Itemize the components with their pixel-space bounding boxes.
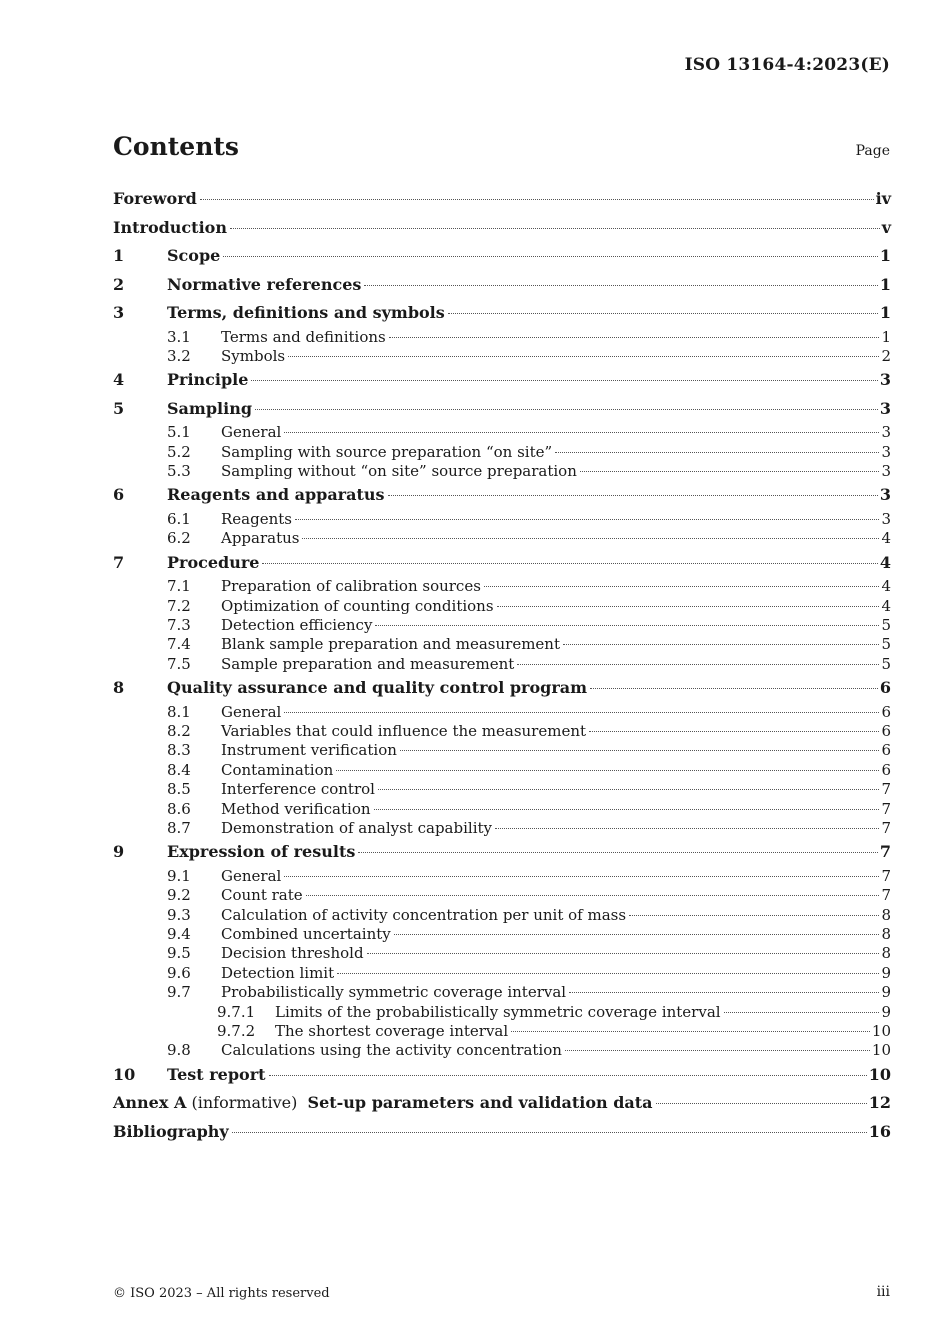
toc-entry[interactable]: [113, 616, 891, 635]
toc-entry-page: 3: [879, 398, 891, 418]
toc-entry-title: [221, 443, 552, 462]
toc-entry-page: 6: [881, 702, 891, 721]
dot-leader: [374, 809, 880, 810]
toc-entry-page: 9: [881, 1002, 891, 1021]
dot-leader: [251, 380, 877, 381]
toc-entry-title-text: Preparation of calibration sources: [221, 577, 481, 596]
toc-entry-number: 3: [113, 303, 125, 322]
toc-entry-page: 12: [868, 1093, 891, 1113]
toc-entry-title: [221, 328, 386, 347]
toc-entry[interactable]: [113, 1041, 891, 1060]
dot-leader: [629, 915, 879, 916]
dot-leader: [388, 495, 878, 496]
toc-entry-title-text: Probabilistically symmetric coverage interval: [221, 983, 567, 1002]
toc-entry-page: 7: [879, 842, 891, 862]
toc-entry-title-text: Symbols: [221, 346, 286, 365]
toc-entry[interactable]: [113, 886, 891, 905]
dot-leader: [284, 712, 879, 713]
toc-entry-number: 9.7.2: [217, 1022, 256, 1041]
toc-entry-number: 9.3: [167, 905, 191, 924]
page-column-label: Page: [855, 143, 890, 159]
dot-leader: [200, 199, 874, 200]
toc-entry-title: [221, 1041, 562, 1060]
toc-entry-number: 8.5: [167, 780, 191, 799]
toc-entry-number: 7: [113, 552, 125, 572]
toc-entry-page: 7: [881, 799, 891, 818]
toc-entry-number: 8.4: [167, 760, 191, 779]
dot-leader: [336, 770, 879, 771]
toc-entry-page: 1: [879, 246, 891, 265]
toc-entry-title: [221, 983, 566, 1002]
dot-leader: [269, 1075, 867, 1076]
toc-entry-page: 7: [881, 886, 891, 905]
toc-entry-number: 9.2: [167, 886, 191, 905]
toc-entry-title-text: Combined uncertainty: [221, 925, 391, 944]
dot-leader: [284, 432, 879, 433]
toc-entry-title-text: Limits of the probabilistically symmetric coverage interval: [275, 1002, 721, 1021]
toc-entry-number: 5.2: [167, 442, 191, 461]
toc-entry-title-text: Reagents: [221, 509, 292, 528]
toc-entry-title-rest: Set-up parameters and validation data: [307, 1093, 653, 1113]
toc-entry[interactable]: [113, 838, 891, 867]
footer-copyright: © ISO 2023 – All rights reserved: [113, 1286, 330, 1301]
toc-entry-title-text: Bibliography: [113, 1121, 229, 1141]
toc-entry[interactable]: [113, 481, 891, 510]
dot-leader: [306, 895, 880, 896]
toc-entry-page: 6: [879, 678, 891, 698]
toc-entry[interactable]: [113, 549, 891, 578]
toc-entry-title-text: Decision threshold: [221, 944, 364, 963]
toc-entry-title-text: Sampling: [167, 398, 253, 418]
toc-entry[interactable]: [113, 655, 891, 674]
toc-entry-title: [221, 655, 514, 674]
toc-entry-title: [221, 761, 333, 780]
dot-leader: [262, 563, 877, 564]
toc-entry-title: [221, 462, 577, 481]
toc-entry-number: 6: [113, 485, 125, 505]
dot-leader: [589, 731, 879, 732]
toc-entry-page: 5: [881, 635, 891, 654]
toc-entry-title: [113, 1089, 653, 1118]
dot-leader: [223, 256, 878, 257]
toc-entry[interactable]: [113, 443, 891, 462]
toc-entry-title-text: Blank sample preparation and measurement: [221, 635, 560, 654]
toc-entry-number: 6.1: [167, 509, 191, 528]
toc-entry-title-text: Test report: [167, 1064, 266, 1084]
toc-entry-number: 4: [113, 370, 125, 390]
dot-leader: [511, 1031, 870, 1032]
toc-entry-title-text: The shortest coverage interval: [275, 1022, 509, 1041]
dot-leader: [389, 337, 880, 338]
toc-entry[interactable]: [113, 964, 891, 983]
toc-entry-title: [167, 271, 361, 300]
toc-entry[interactable]: [113, 722, 891, 741]
toc-entry-page: v: [881, 217, 891, 237]
toc-entry-title: [221, 800, 371, 819]
toc-entry[interactable]: [113, 1061, 891, 1090]
toc-entry-title-text: Quality assurance and quality control program: [167, 678, 588, 698]
dot-leader: [656, 1103, 867, 1104]
toc-entry-title-text: Terms, definitions and symbols: [167, 303, 445, 322]
dot-leader: [230, 228, 880, 229]
toc-entry-page: 9: [881, 963, 891, 982]
toc-entry-title: [167, 838, 355, 867]
toc-entry[interactable]: [113, 944, 891, 963]
toc-entry[interactable]: [113, 761, 891, 780]
toc-entry-number: 7.4: [167, 635, 191, 654]
toc-entry-page: 3: [881, 423, 891, 442]
toc-entry-number: 7.5: [167, 654, 191, 673]
toc-entry-page: 3: [881, 462, 891, 481]
toc-entry-title-text: Terms and definitions: [221, 327, 386, 346]
dot-leader: [563, 644, 879, 645]
toc-entry-title-text: General: [221, 866, 282, 885]
toc-entry[interactable]: [113, 1003, 891, 1022]
toc-entry-title: [221, 925, 391, 944]
toc-entry-page: 10: [871, 1041, 891, 1060]
toc-entry-title: [221, 616, 372, 635]
toc-entry[interactable]: [113, 328, 891, 347]
dot-leader: [555, 452, 879, 453]
toc-entry-number: 7.2: [167, 596, 191, 615]
toc-entry-title: [221, 597, 494, 616]
toc-entry-page: 4: [881, 577, 891, 596]
toc-entry-page: 1: [881, 327, 891, 346]
toc-entry-title-text: Detection limit: [221, 963, 335, 982]
dot-leader: [295, 519, 879, 520]
toc-entry-title: [221, 722, 586, 741]
toc-entry-title-text: Sampling without “on site” source preparation: [221, 462, 577, 481]
dot-leader: [358, 852, 878, 853]
toc-entry[interactable]: [113, 185, 891, 214]
toc-entry-title-text: Introduction: [113, 217, 227, 237]
toc-entry-title: [167, 395, 252, 424]
toc-entry-number: 1: [113, 246, 125, 265]
toc-entry-title-text: Instrument verification: [221, 741, 397, 760]
toc-entry-number: 5.1: [167, 423, 191, 442]
toc-entry-page: iv: [875, 189, 891, 208]
toc-entry-title-text: Demonstration of analyst capability: [221, 819, 492, 838]
toc-entry-title: [221, 577, 481, 596]
dot-leader: [484, 586, 880, 587]
toc-entry-number: 9: [113, 842, 125, 862]
toc-entry[interactable]: [113, 983, 891, 1002]
toc-entry-page: 7: [881, 780, 891, 799]
toc-entry-number: 2: [113, 274, 125, 294]
toc-entry-number: 8: [113, 678, 125, 698]
toc-entry[interactable]: [113, 925, 891, 944]
toc-entry-title: [221, 635, 560, 654]
toc-entry-title-text: Expression of results: [167, 842, 356, 862]
toc-entry-number: 9.7: [167, 983, 191, 1002]
dot-leader: [288, 356, 879, 357]
toc-entry[interactable]: [113, 271, 891, 300]
toc-entry-title-text: Normative references: [167, 274, 362, 294]
toc-entry[interactable]: [113, 674, 891, 703]
toc-entry-page: 6: [881, 741, 891, 760]
dot-leader: [580, 471, 880, 472]
contents-title: Contents: [113, 132, 240, 161]
toc-entry-number: 8.2: [167, 722, 191, 741]
dot-leader: [590, 688, 878, 689]
toc-entry-title-text: General: [221, 702, 282, 721]
toc-entry-page: 10: [868, 1064, 891, 1084]
dot-leader: [495, 828, 879, 829]
toc-entry-title-text: Procedure: [167, 552, 260, 572]
toc-entry-number: 9.4: [167, 925, 191, 944]
toc-entry-title: [221, 741, 397, 760]
toc-entry-page: 7: [881, 819, 891, 838]
toc-entry-page: 5: [881, 616, 891, 635]
toc-entry[interactable]: [113, 867, 891, 886]
toc-entry-number: 7.3: [167, 616, 191, 635]
toc-entry-page: 16: [868, 1121, 891, 1141]
toc-entry-page: 4: [881, 596, 891, 615]
toc-entry-title: [221, 703, 281, 722]
toc-entry-page: 9: [881, 983, 891, 1002]
toc-entry-number: 6.2: [167, 529, 191, 548]
dot-leader: [364, 285, 877, 286]
toc-entry-title: [221, 944, 364, 963]
toc-entry-title: [221, 906, 626, 925]
toc-entry-title: [167, 1061, 266, 1090]
toc-entry-number: 9.1: [167, 866, 191, 885]
toc-entry-page: 6: [881, 722, 891, 741]
toc-entry-number: 9.8: [167, 1041, 191, 1060]
toc-entry-title: [113, 185, 197, 214]
toc-entry-page: 4: [881, 529, 891, 548]
dot-leader: [448, 313, 878, 314]
toc-entry-page: 4: [879, 552, 891, 572]
toc-entry[interactable]: [113, 1022, 891, 1041]
toc-entry-page: 3: [881, 442, 891, 461]
toc-entry[interactable]: [113, 366, 891, 395]
toc-entry-title: [167, 481, 385, 510]
dot-leader: [400, 750, 880, 751]
toc-entry-number: 9.7.1: [217, 1002, 256, 1021]
toc-entry-title: [167, 674, 587, 703]
footer-page-number: iii: [876, 1284, 890, 1300]
toc-entry-title: [221, 347, 285, 366]
dot-leader: [394, 934, 880, 935]
toc-entry[interactable]: [113, 214, 891, 243]
toc-entry-title-text: General: [221, 423, 282, 442]
toc-entry-title: [113, 1118, 229, 1147]
toc-entry-title: [221, 867, 281, 886]
toc-entry-page: 3: [879, 370, 891, 390]
document-id: ISO 13164-4:2023(E): [684, 55, 890, 75]
toc-entry-number: 5.3: [167, 462, 191, 481]
toc-entry-page: 1: [879, 274, 891, 294]
toc-entry[interactable]: [113, 347, 891, 366]
dot-leader: [232, 1132, 867, 1133]
toc-entry[interactable]: [113, 800, 891, 819]
toc-entry-number: 9.5: [167, 944, 191, 963]
toc-entry[interactable]: [113, 395, 891, 424]
toc-entry[interactable]: [113, 1118, 891, 1147]
toc-entry[interactable]: [113, 299, 891, 328]
toc-entry-page: 6: [881, 760, 891, 779]
toc-entry-title: [221, 423, 281, 442]
toc-entry-title: [167, 366, 248, 395]
toc-entry-title: [221, 529, 299, 548]
toc-entry-title-text: Calculation of activity concentration per unit of mass: [221, 905, 627, 924]
toc-entry-title: [221, 510, 292, 529]
toc-entry-title-text: Apparatus: [221, 529, 300, 548]
toc-entry-title: [167, 299, 445, 328]
toc-entry-title: [221, 964, 334, 983]
toc-entry[interactable]: [113, 510, 891, 529]
toc-entry[interactable]: [113, 703, 891, 722]
toc-entry[interactable]: [113, 819, 891, 838]
toc-entry-number: 10: [113, 1064, 136, 1084]
toc-entry-title-text: Sampling with source preparation “on site”: [221, 442, 553, 461]
toc-entry-page: 3: [879, 485, 891, 505]
toc-entry-number: 8.6: [167, 799, 191, 818]
toc-entry-title: [275, 1003, 721, 1022]
toc-entry-title-text: Variables that could influence the measurement: [221, 722, 587, 741]
toc-entry-title: [221, 819, 492, 838]
toc-entry-number: 9.6: [167, 963, 191, 982]
toc-entry[interactable]: [113, 635, 891, 654]
toc-entry-title-text: Sample preparation and measurement: [221, 654, 515, 673]
toc-entry[interactable]: [113, 597, 891, 616]
toc-entry-title-text: Scope: [167, 246, 221, 265]
dot-leader: [517, 664, 879, 665]
toc-entry-page: 3: [881, 509, 891, 528]
toc-entry-number: 8.1: [167, 702, 191, 721]
toc-entry-title-text: Optimization of counting conditions: [221, 596, 494, 615]
toc-entry-title-text: Count rate: [221, 886, 303, 905]
toc-entry-title-text: Annex A: [113, 1093, 187, 1113]
toc-entry-page: 5: [881, 654, 891, 673]
dot-leader: [497, 606, 880, 607]
toc-entry-number: 5: [113, 398, 125, 418]
toc-entry[interactable]: [113, 741, 891, 760]
dot-leader: [284, 876, 879, 877]
toc-entry-note: (informative): [186, 1093, 308, 1113]
toc-entry-number: 3.2: [167, 346, 191, 365]
toc-entry-page: 8: [881, 944, 891, 963]
toc-entry-page: 8: [881, 925, 891, 944]
toc-entry[interactable]: [113, 906, 891, 925]
toc-entry-title: [167, 549, 259, 578]
toc-entry-number: 8.3: [167, 741, 191, 760]
dot-leader: [337, 973, 879, 974]
toc-entry-page: 10: [871, 1022, 891, 1041]
toc-entry-number: 7.1: [167, 577, 191, 596]
dot-leader: [375, 625, 879, 626]
toc-entry-title-text: Calculations using the activity concentration: [221, 1041, 562, 1060]
toc-entry-title-text: Principle: [167, 370, 249, 390]
toc-entry-title-text: Interference control: [221, 780, 375, 799]
toc-entry-title: [221, 886, 303, 905]
toc-entry-title: [275, 1022, 508, 1041]
dot-leader: [569, 992, 879, 993]
toc-entry-title: [167, 242, 220, 271]
toc-entry-title: [113, 214, 227, 243]
dot-leader: [255, 409, 878, 410]
toc-entry-title: [221, 780, 375, 799]
toc-entry-page: 7: [881, 866, 891, 885]
toc-entry[interactable]: [113, 423, 891, 442]
toc-entry[interactable]: [113, 577, 891, 596]
dot-leader: [565, 1050, 870, 1051]
dot-leader: [367, 953, 880, 954]
toc-entry-title-text: Foreword: [113, 189, 197, 208]
dot-leader: [302, 538, 879, 539]
toc-entry[interactable]: [113, 529, 891, 548]
toc-entry-page: 8: [881, 905, 891, 924]
toc-entry-title-text: Contamination: [221, 760, 334, 779]
toc-entry-number: 8.7: [167, 819, 191, 838]
toc-entry-title-text: Reagents and apparatus: [167, 485, 385, 505]
toc-entry[interactable]: [113, 462, 891, 481]
toc-entry-page: 1: [879, 303, 891, 322]
toc-entry[interactable]: [113, 242, 891, 271]
dot-leader: [724, 1012, 880, 1013]
dot-leader: [378, 789, 879, 790]
toc-entry-page: 2: [881, 346, 891, 365]
toc-entry[interactable]: [113, 1089, 891, 1118]
toc-entry-title-text: Detection efficiency: [221, 616, 373, 635]
toc-entry-number: 3.1: [167, 327, 191, 346]
toc-entry-title-text: Method verification: [221, 799, 371, 818]
toc-entry[interactable]: [113, 780, 891, 799]
table-of-contents: [113, 185, 891, 1146]
